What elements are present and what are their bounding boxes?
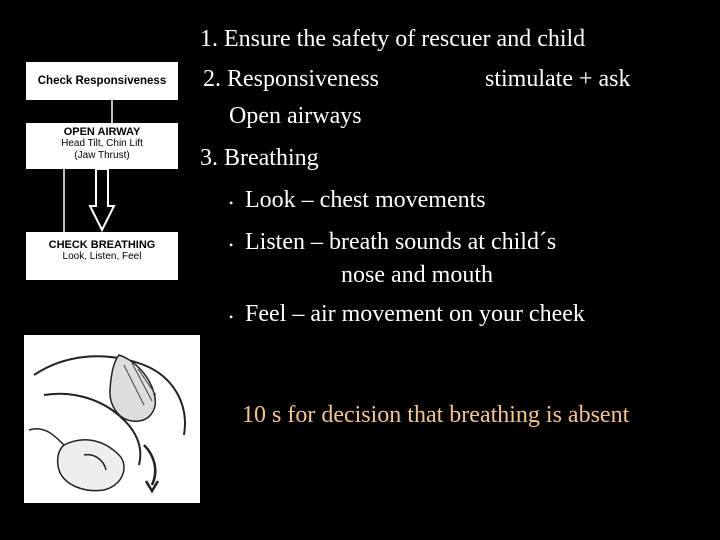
flow-step-check-breathing-title: CHECK BREATHING bbox=[48, 239, 156, 251]
illustration-drawing bbox=[24, 335, 200, 503]
bullet-look: Look – chest movements bbox=[245, 187, 486, 213]
step-safety: 1. Ensure the safety of rescuer and child bbox=[200, 26, 586, 52]
rescuer-checking-breathing-illustration bbox=[24, 335, 200, 503]
flow-arrows bbox=[60, 100, 160, 240]
flow-step-open-airway bbox=[26, 123, 178, 169]
step-responsiveness: 2. Responsiveness bbox=[203, 66, 379, 92]
flow-step-open-airway-title: OPEN AIRWAY bbox=[63, 126, 141, 138]
step-responsiveness-action: stimulate + ask bbox=[485, 66, 631, 92]
bullet-listen-continued: nose and mouth bbox=[341, 262, 493, 288]
step-open-airways: Open airways bbox=[229, 103, 362, 129]
bullet-listen: Listen – breath sounds at child´s bbox=[245, 229, 557, 255]
decision-time-note: 10 s for decision that breathing is absent bbox=[242, 402, 630, 428]
flow-step-check-responsiveness-label: Check Responsiveness bbox=[37, 75, 167, 87]
flow-arrow-down-icon bbox=[90, 169, 114, 230]
flow-step-check-breathing bbox=[26, 232, 178, 280]
flow-step-open-airway-line2: (Jaw Thrust) bbox=[74, 150, 130, 161]
flow-step-check-responsiveness bbox=[26, 62, 178, 100]
flow-step-open-airway-line1: Head Tilt, Chin Lift bbox=[61, 138, 143, 149]
bullet-icon: • bbox=[229, 196, 234, 210]
bullet-icon: • bbox=[229, 238, 234, 252]
step-breathing: 3. Breathing bbox=[200, 145, 319, 171]
bullet-icon: • bbox=[229, 310, 234, 324]
flow-step-check-breathing-sub: Look, Listen, Feel bbox=[62, 251, 142, 262]
bullet-feel: Feel – air movement on your cheek bbox=[245, 301, 585, 327]
